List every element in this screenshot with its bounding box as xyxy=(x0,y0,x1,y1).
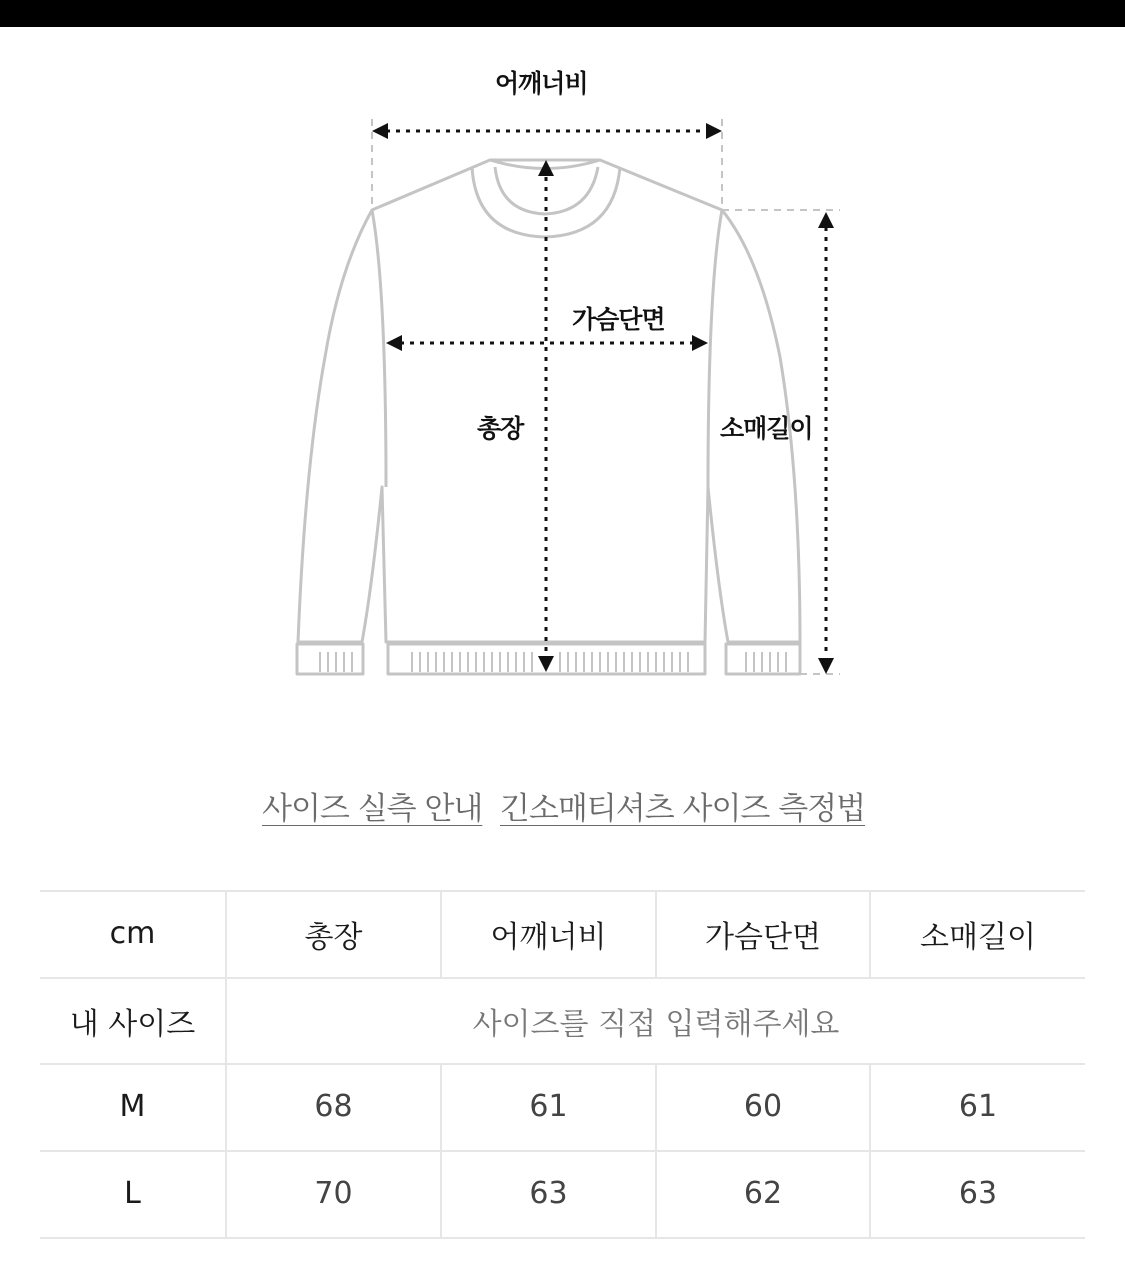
my-size-label: 내 사이즈 xyxy=(69,1006,196,1042)
chest-value: 62 xyxy=(743,1176,783,1211)
shoulder-value: 61 xyxy=(529,1089,568,1124)
header-length: 총장 xyxy=(304,919,363,955)
length-value: 70 xyxy=(314,1176,353,1211)
sweatshirt-illustration xyxy=(0,27,1125,727)
header-chest: 가슴단면 xyxy=(705,919,821,955)
table-row xyxy=(40,1063,1085,1150)
size-label: L xyxy=(124,1176,141,1211)
shoulder-label: 어깨너비 xyxy=(495,69,588,98)
size-label: M xyxy=(119,1089,146,1124)
sleeve-value: 63 xyxy=(958,1176,998,1211)
top-bar xyxy=(0,0,1125,27)
chest-value: 60 xyxy=(743,1089,783,1124)
shoulder-value: 63 xyxy=(529,1176,568,1211)
my-size-row xyxy=(40,977,1085,1064)
measure-method-link[interactable]: 긴소매티셔츠 사이즈 측정법 xyxy=(500,791,866,827)
sleeve-label: 소매길이 xyxy=(720,414,813,443)
size-links xyxy=(0,783,1125,833)
sleeve-value: 61 xyxy=(958,1089,998,1124)
size-diagram xyxy=(0,27,1125,727)
length-value: 68 xyxy=(314,1089,353,1124)
length-label: 총장 xyxy=(477,414,524,443)
table-border xyxy=(40,1237,1085,1239)
header-unit: cm xyxy=(109,916,156,951)
my-size-input[interactable]: 사이즈를 직접 입력해주세요 xyxy=(472,1006,840,1042)
table-row xyxy=(40,1150,1085,1237)
size-guide-link[interactable]: 사이즈 실측 안내 xyxy=(262,791,483,827)
table-header-row xyxy=(40,890,1085,977)
header-shoulder: 어깨너비 xyxy=(490,919,607,955)
chest-label: 가슴단면 xyxy=(572,305,665,334)
header-sleeve: 소매길이 xyxy=(920,919,1036,955)
